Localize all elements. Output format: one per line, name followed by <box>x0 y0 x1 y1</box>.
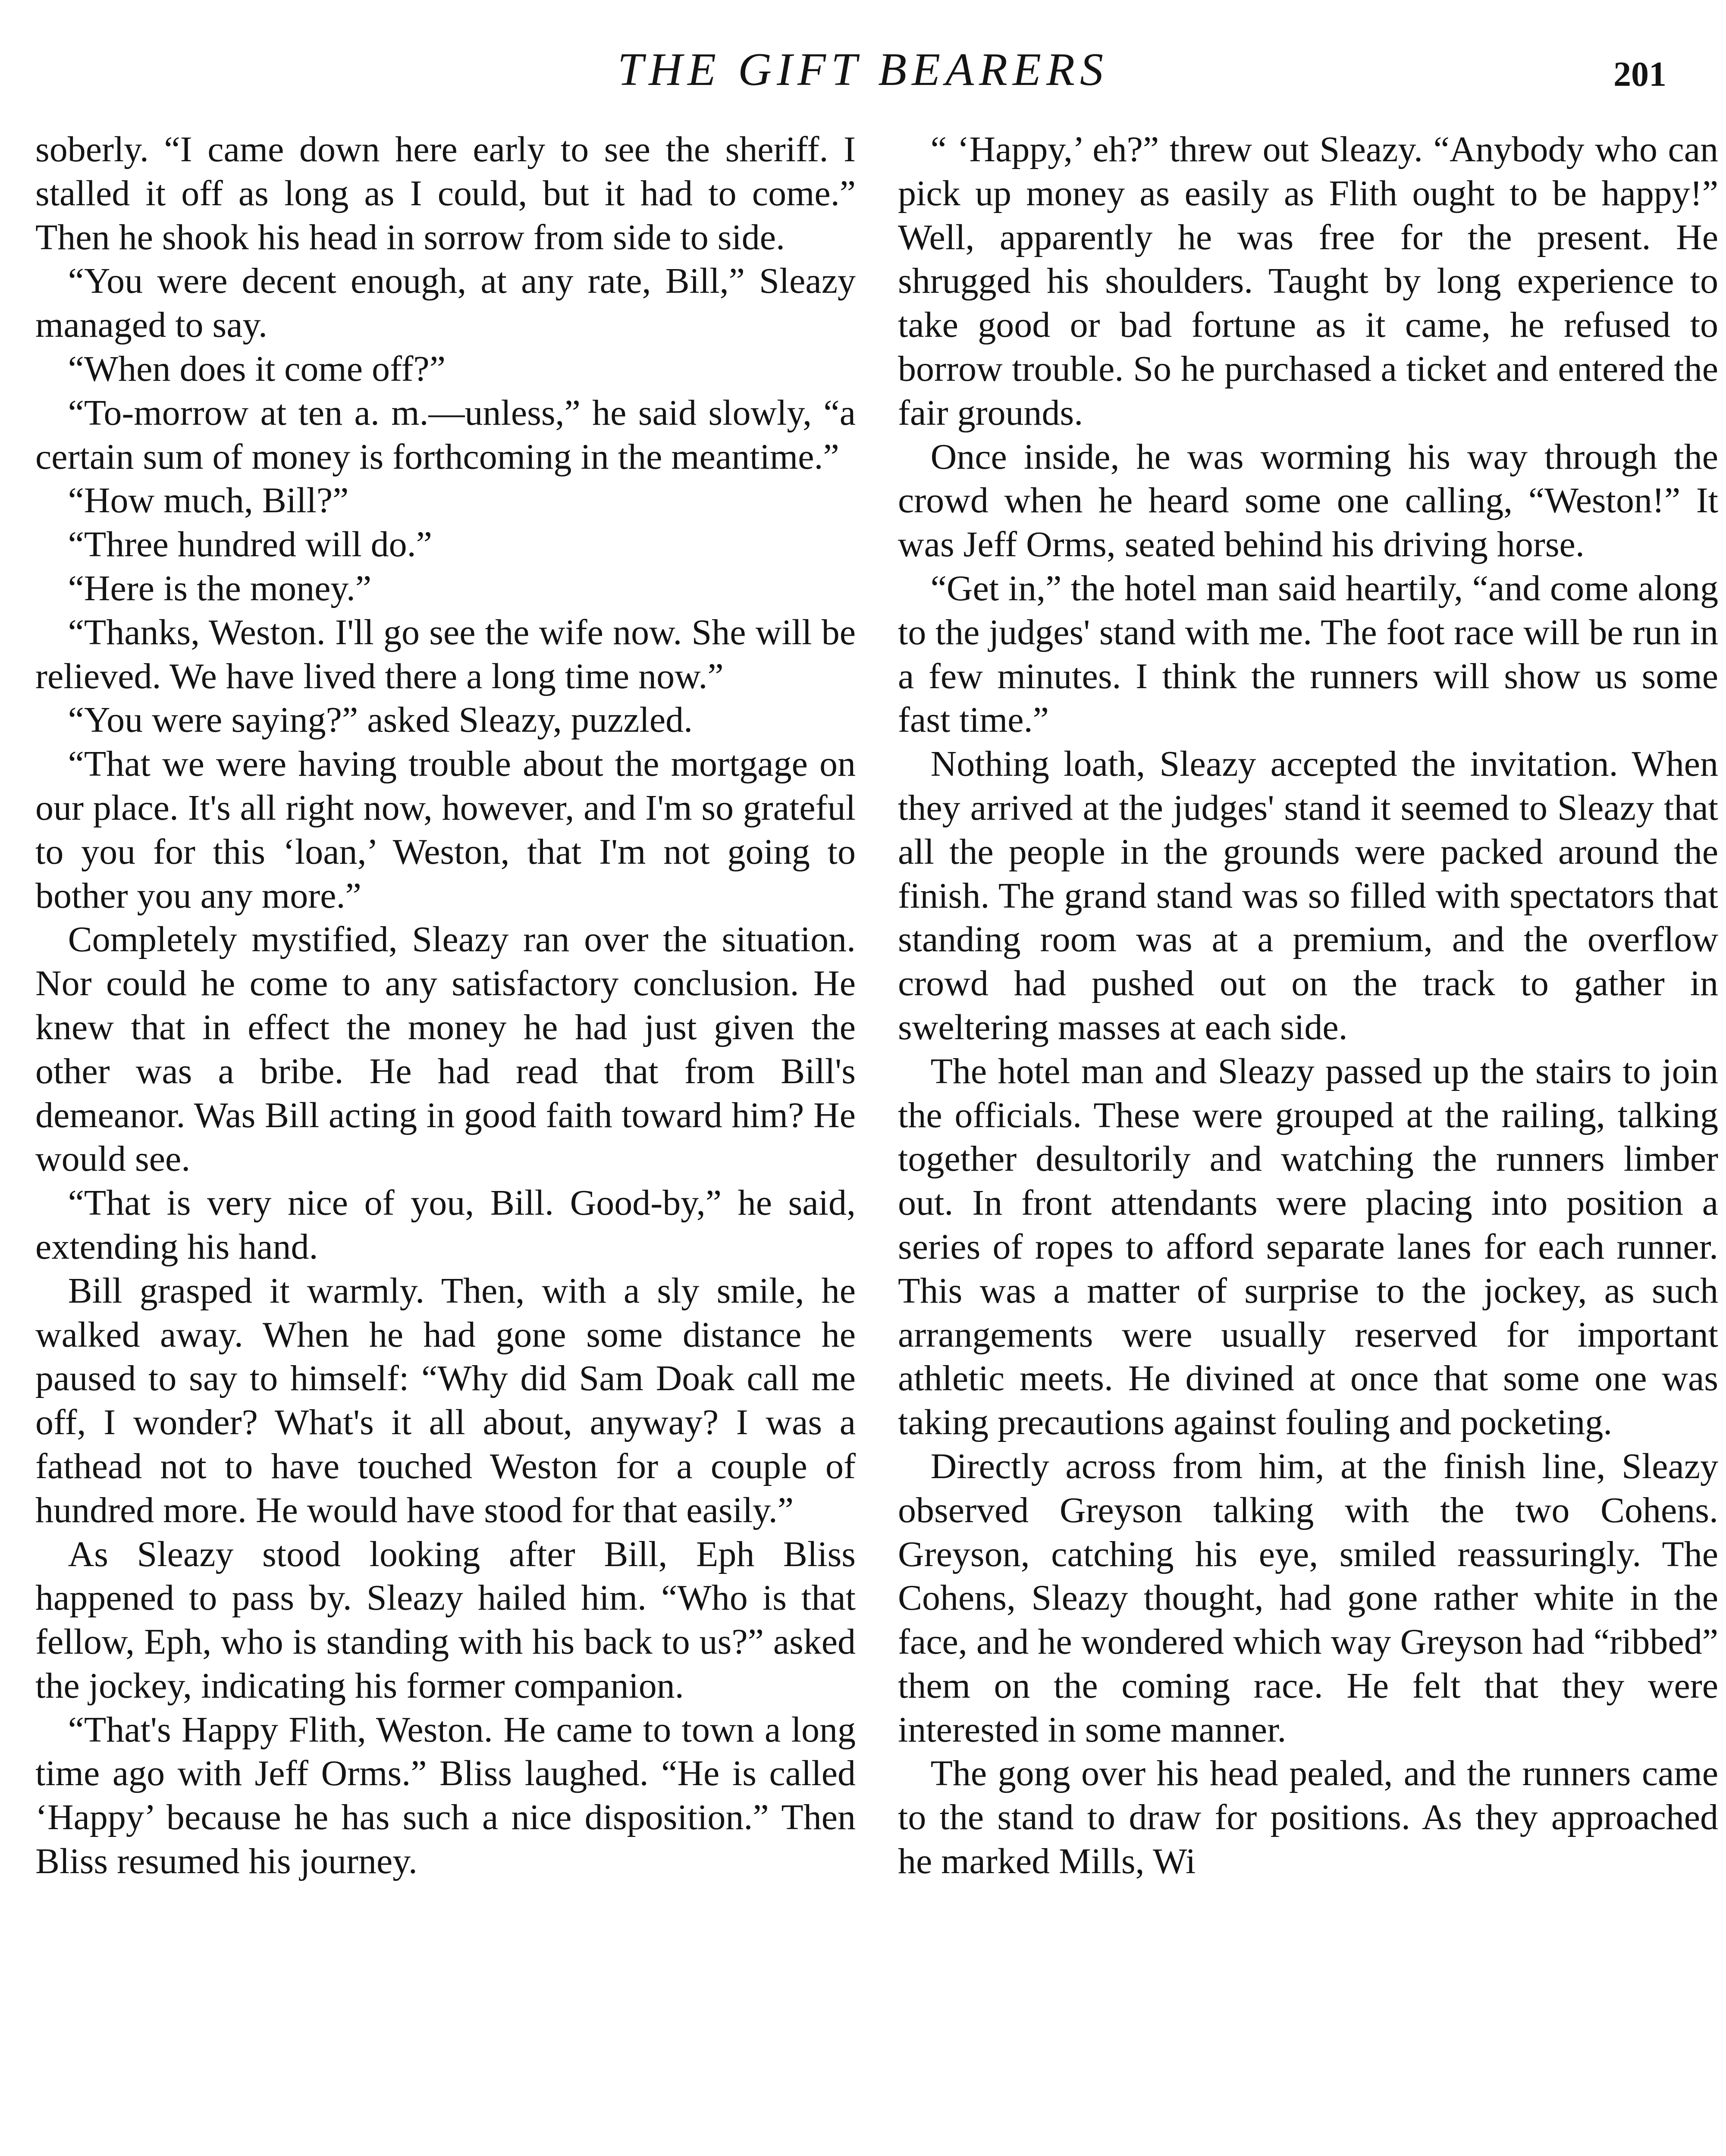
paragraph: “Three hundred will do.” <box>68 524 432 565</box>
paragraph: “That is very nice of you, Bill. Good-by,” he said, extending his hand. <box>35 1183 856 1267</box>
paragraph: “You were saying?” asked Sleazy, puzzled. <box>68 700 693 740</box>
paragraph: Once inside, he was worming his way through the crowd when he heard some one calling, “Weston!” It was Jeff Orms, seated behind his driving horse. <box>898 436 1718 565</box>
paragraph: Directly across from him, at the finish line, Sleazy observed Greyson talking with the two Cohens. Greyson, catching his eye, smiled reassuringly. The Cohens, Sleazy thought, had gone rather white in the face, and he wondered which way Greyson had “ribbed” them on the coming race. He felt that they were interested in some manner. <box>898 1446 1718 1750</box>
paragraph: “Get in,” the hotel man said heartily, “and come along to the judges' stand with me. The foot race will be run in a few minutes. I think the runners will show us some fast time.” <box>898 568 1718 740</box>
paragraph: Bill grasped it warmly. Then, with a sly smile, he walked away. When he had gone some distance he paused to say to himself: “Why did Sam Doak call me off, I wonder? What's it all about, anyway? I was a fathead not to have touched Weston for a couple of hundred more. He would have stood for that easily.” <box>35 1270 856 1530</box>
paragraph: “How much, Bill?” <box>68 480 349 521</box>
paragraph: “That's Happy Flith, Weston. He came to town a long time ago with Jeff Orms.” Bliss laughed. “He is called ‘Happy’ because he has such a nice disposition.” Then Bliss resumed his journey. <box>35 1709 856 1882</box>
page-number: 201 <box>1613 54 1666 94</box>
paragraph: “You were decent enough, at any rate, Bill,” Sleazy managed to say. <box>35 261 856 345</box>
paragraph: “Here is the money.” <box>68 568 372 608</box>
right-column <box>898 128 1718 2156</box>
paragraph: “When does it come off?” <box>68 348 446 389</box>
paragraph: The gong over his head pealed, and the runners came to the stand to draw for positions. As they approached he marked Mills, Wi <box>898 1753 1718 1882</box>
paragraph: The hotel man and Sleazy passed up the stairs to join the officials. These were grouped at the railing, talking together desultorily and watching the runners limber out. In front attendants were placing into position a series of ropes to afford separate lanes for each runner. This was a matter of surprise to the jockey, as such arrangements were usually reserved for important athletic meets. He divined at once that some one was taking precautions against fouling and pocketing. <box>898 1051 1718 1443</box>
paragraph: “To-morrow at ten a. m.—unless,” he said slowly, “a certain sum of money is forthcoming in the meantime.” <box>35 392 856 477</box>
paragraph: As Sleazy stood looking after Bill, Eph Bliss happened to pass by. Sleazy hailed him. “Who is that fellow, Eph, who is standing with his back to us?” asked the jockey, indicating his former companion. <box>35 1534 856 1706</box>
paragraph: soberly. “I came down here early to see the sheriff. I stalled it off as long as I could, but it had to come.” Then he shook his head in sorrow from side to side. <box>35 129 856 257</box>
paragraph: “ ‘Happy,’ eh?” threw out Sleazy. “Anybody who can pick up money as easily as Flith ought to be happy!” Well, apparently he was free for the present. He shrugged his shoulders. Taught by long experience to take good or bad fortune as it came, he refused to borrow trouble. So he purchased a ticket and entered the fair grounds. <box>898 129 1718 433</box>
paragraph: Completely mystified, Sleazy ran over the situation. Nor could he come to any satisfactory conclusion. He knew that in effect the money he had just given the other was a bribe. He had read that from Bill's demeanor. Was Bill acting in good faith toward him? He would see. <box>35 919 856 1179</box>
running-head <box>0 35 1726 104</box>
paragraph: Nothing loath, Sleazy accepted the invitation. When they arrived at the judges' stand it seemed to Sleazy that all the people in the grounds were packed around the finish. The grand stand was so filled with spectators that standing room was at a premium, and the overflow crowd had pushed out on the track to gather in sweltering masses at each side. <box>898 744 1718 1047</box>
paragraph: “That we were having trouble about the mortgage on our place. It's all right now, however, and I'm so grateful to you for this ‘loan,’ Weston, that I'm not going to bother you any more.” <box>35 744 856 916</box>
running-title: THE GIFT BEARERS <box>618 44 1108 95</box>
left-column <box>35 128 856 2156</box>
paragraph: “Thanks, Weston. I'll go see the wife now. She will be relieved. We have lived there a long time now.” <box>35 612 856 696</box>
